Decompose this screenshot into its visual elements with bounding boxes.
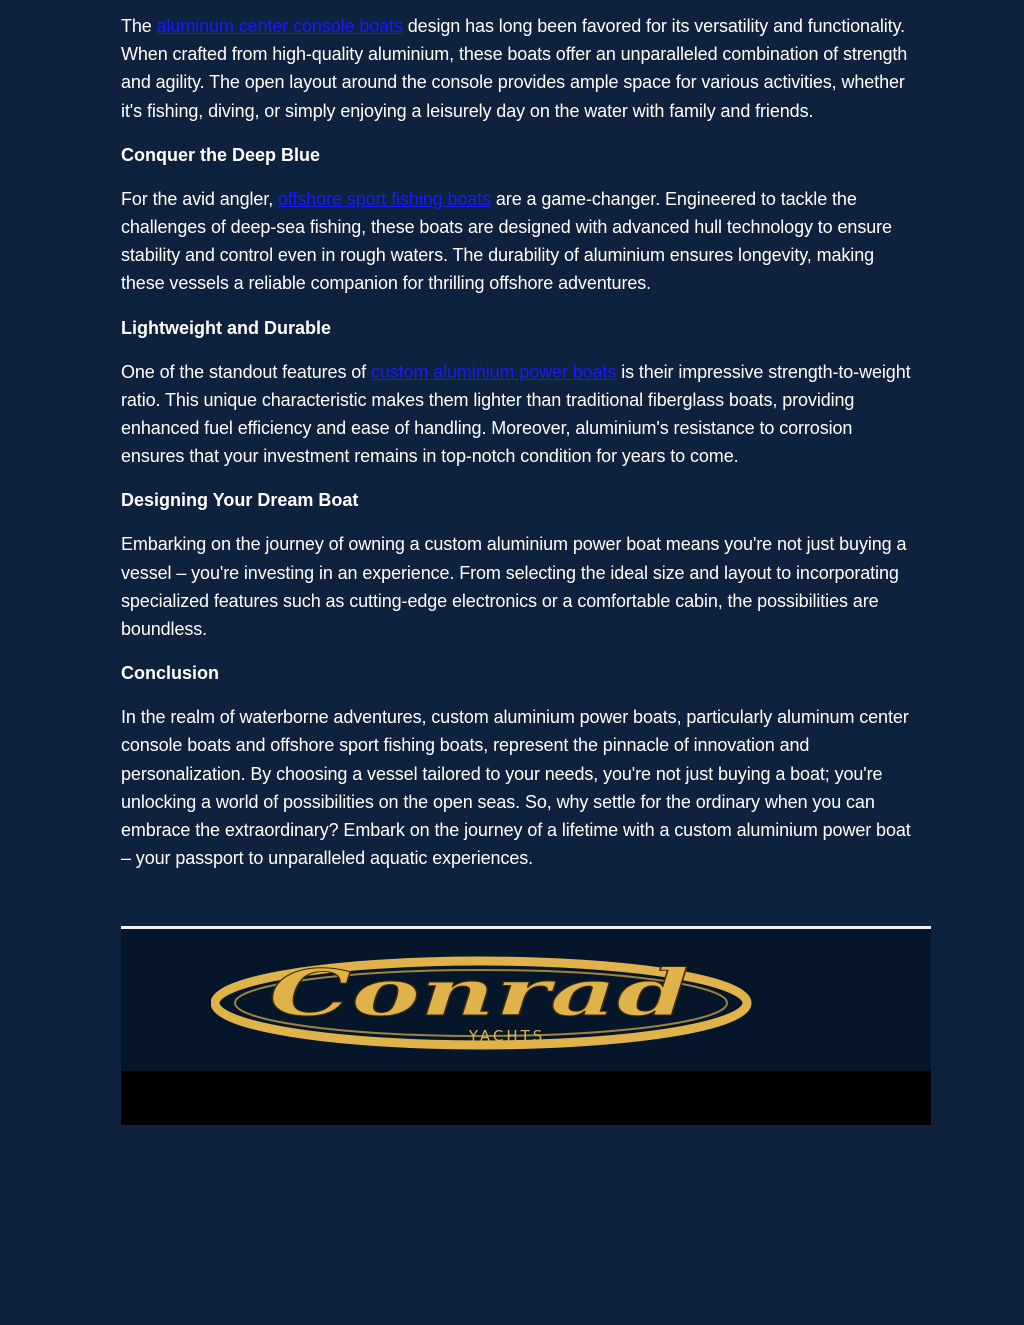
heading-conclusion: Conclusion	[121, 663, 219, 684]
paragraph-rest-text: is their impressive strength-to-weight ratio. This unique characteristic makes them lighter than traditional fiberglass boats, providing enhanced fuel efficiency and ease of handling. Moreover, aluminium's resistance to corrosion ensures that your investment remains in top-notch condition for years to come.	[121, 361, 911, 467]
aluminum-center-console-boats-link[interactable]: aluminum center console boats	[156, 16, 403, 36]
intro-paragraph	[121, 12, 911, 125]
paragraph-conclusion: In the realm of waterborne adventures, custom aluminium power boats, particularly aluminum center console boats and offshore sport fishing boats, represent the pinnacle of innovation and personalization. By choosing a vessel tailored to your needs, you're not just buying a boat; you're unlocking a world of possibilities on the open seas. So, why settle for the ordinary when you can embrace the extraordinary? Embark on the journey of a lifetime with a custom aluminium power boat – your passport to unparalleled aquatic experiences.	[121, 707, 911, 869]
offshore-sport-fishing-boats-link[interactable]: offshore sport fishing boats	[278, 188, 491, 209]
conrad-yachts-logo	[211, 951, 771, 1051]
heading-lightweight-durable: Lightweight and Durable	[121, 317, 331, 338]
paragraph-lead-text: One of the standout features of	[121, 361, 371, 382]
intro-rest-text: design has long been favored for its versatility and functionality. When crafted from high-quality aluminium, these boats offer an unparalleled combination of strength and agility. The open layout around the console provides ample space for various activities, whether it's fishing, diving, or simply enjoying a leisurely day on the water with family and friends.	[121, 16, 908, 121]
heading-conquer-deep-blue: Conquer the Deep Blue	[121, 144, 321, 165]
paragraph-lightweight-durable	[121, 358, 911, 471]
paragraph-designing-dream-boat: Embarking on the journey of owning a custom aluminium power boat means you're not just buying a vessel – you're investing in an experience. From selecting the ideal size and layout to incorporating specialized features such as cutting-edge electronics or a comfortable cabin, the possibilities are boundless.	[121, 534, 907, 640]
paragraph-lead-text: For the avid angler,	[121, 188, 278, 209]
logo-panel	[121, 929, 931, 1071]
paragraph-rest-text: are a game-changer. Engineered to tackle the challenges of deep-sea fishing, these boats are designed with advanced hull technology to ensure stability and control even in rough waters. The durability of aluminium ensures longevity, making these vessels a reliable companion for thrilling offshore adventures.	[121, 188, 892, 294]
heading-designing-dream-boat: Designing Your Dream Boat	[121, 490, 359, 511]
custom-aluminium-power-boats-link[interactable]: custom aluminium power boats	[370, 361, 617, 382]
paragraph-conquer-deep-blue	[121, 185, 911, 298]
logo-wordmark: Conrad	[269, 956, 689, 1031]
logo-tagline: YACHTS.	[468, 1027, 554, 1045]
banner-footer-band	[121, 1071, 931, 1125]
article-body	[121, 12, 911, 888]
intro-lead-text: The	[121, 16, 157, 36]
conrad-yachts-banner	[121, 926, 931, 1125]
